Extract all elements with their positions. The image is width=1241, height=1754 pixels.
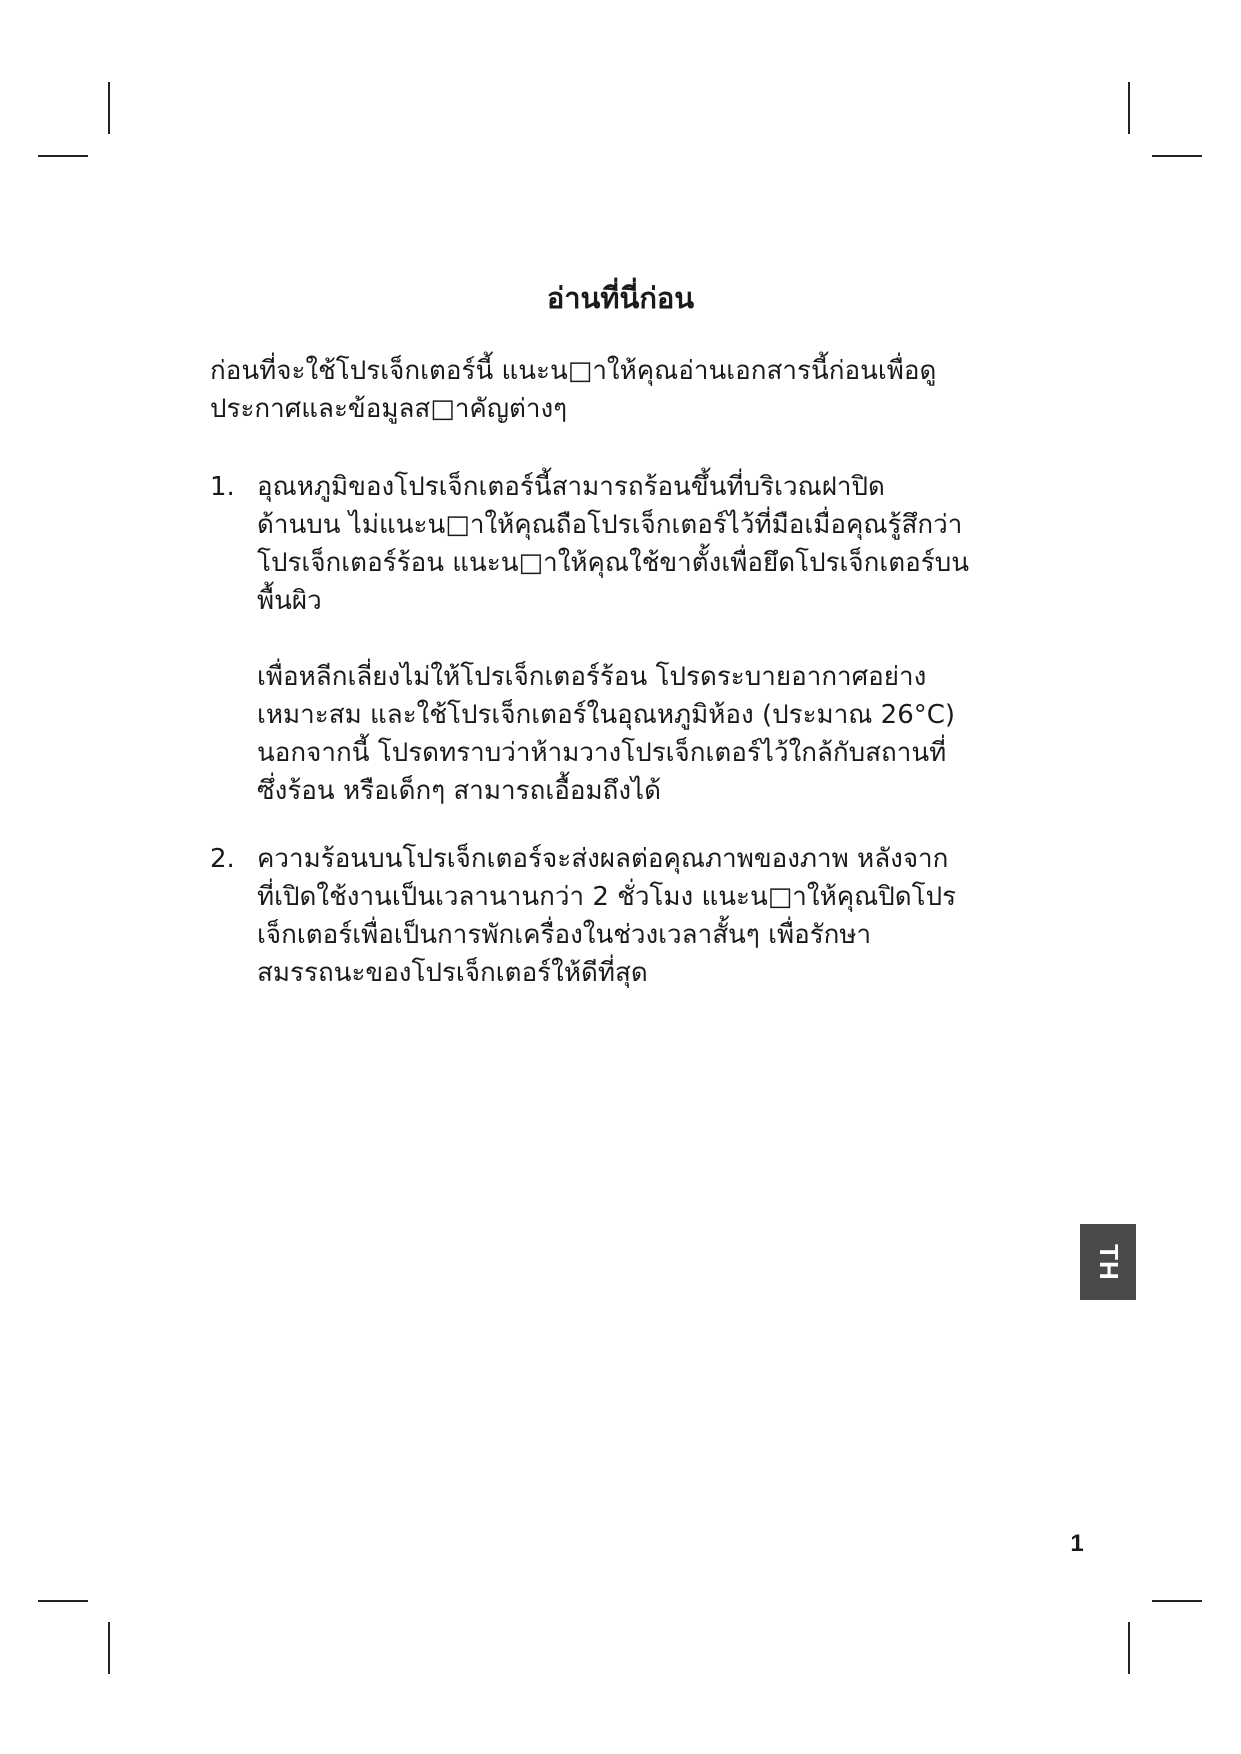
- text-line: โปรเจ็กเตอร์ร้อน แนะน□าให้คุณใช้ขาตั้งเพื่อยึดโปรเจ็กเตอร์บน: [257, 548, 970, 578]
- list-item-body: [257, 468, 1070, 810]
- text-line: สมรรถนะของโปรเจ็กเตอร์ให้ดีที่สุด: [257, 958, 648, 988]
- text-line: เจ็กเตอร์เพื่อเป็นการพักเครื่องในช่วงเวลาสั้นๆ เพื่อรักษา: [257, 920, 872, 950]
- intro-line: ประกาศและข้อมูลส□าคัญต่างๆ: [210, 394, 568, 424]
- language-tab-label: TH: [1093, 1243, 1124, 1281]
- page-title: อ่านที่นี่ก่อน: [546, 281, 695, 315]
- list-item-number: 2.: [210, 844, 235, 874]
- list-item-paragraph: [257, 658, 1070, 810]
- text-line: ที่เปิดใช้งานเป็นเวลานานกว่า 2 ชั่วโมง แนะน□าให้คุณปิดโปร: [257, 882, 957, 912]
- crop-mark-bottom-right-vertical: [1128, 1622, 1130, 1674]
- text-line: ด้านบน ไม่แนะน□าให้คุณถือโปรเจ็กเตอร์ไว้ที่มือเมื่อคุณรู้สึกว่า: [257, 510, 963, 540]
- text-line: ความร้อนบนโปรเจ็กเตอร์จะส่งผลต่อคุณภาพของภาพ หลังจาก: [257, 844, 949, 874]
- intro-paragraph: [210, 352, 1050, 428]
- crop-mark-top-right-horizontal: [1152, 155, 1202, 157]
- list-item-body: [257, 840, 1070, 992]
- page-number: 1: [1070, 1530, 1084, 1557]
- list-item-paragraph: [257, 468, 1070, 620]
- text-line: พื้นผิว: [257, 586, 322, 616]
- text-line: อุณหภูมิของโปรเจ็กเตอร์นี้สามารถร้อนขึ้นที่บริเวณฝาปิด: [257, 472, 885, 502]
- crop-mark-bottom-left-vertical: [108, 1622, 110, 1674]
- text-line: นอกจากนี้ โปรดทราบว่าห้ามวางโปรเจ็กเตอร์ไว้ใกล้กับสถานที่: [257, 738, 947, 768]
- list-item-1: [210, 468, 1070, 810]
- crop-mark-bottom-left-horizontal: [38, 1600, 88, 1602]
- crop-mark-top-left-vertical: [108, 82, 110, 134]
- crop-mark-top-right-vertical: [1128, 82, 1130, 134]
- list-item-number: 1.: [210, 472, 235, 502]
- list-item-2: [210, 840, 1070, 992]
- crop-mark-top-left-horizontal: [38, 155, 88, 157]
- intro-line: ก่อนที่จะใช้โปรเจ็กเตอร์นี้ แนะน□าให้คุณอ่านเอกสารนี้ก่อนเพื่อดู: [210, 356, 937, 386]
- text-line: ซึ่งร้อน หรือเด็กๆ สามารถเอื้อมถึงได้: [257, 776, 661, 806]
- text-line: เหมาะสม และใช้โปรเจ็กเตอร์ในอุณหภูมิห้อง (ประมาณ 26°C): [257, 700, 956, 730]
- list-item-paragraph: [257, 840, 1070, 992]
- text-line: เพื่อหลีกเลี่ยงไม่ให้โปรเจ็กเตอร์ร้อน โปรดระบายอากาศอย่าง: [257, 662, 927, 692]
- crop-mark-bottom-right-horizontal: [1152, 1600, 1202, 1602]
- language-tab: [1080, 1224, 1136, 1300]
